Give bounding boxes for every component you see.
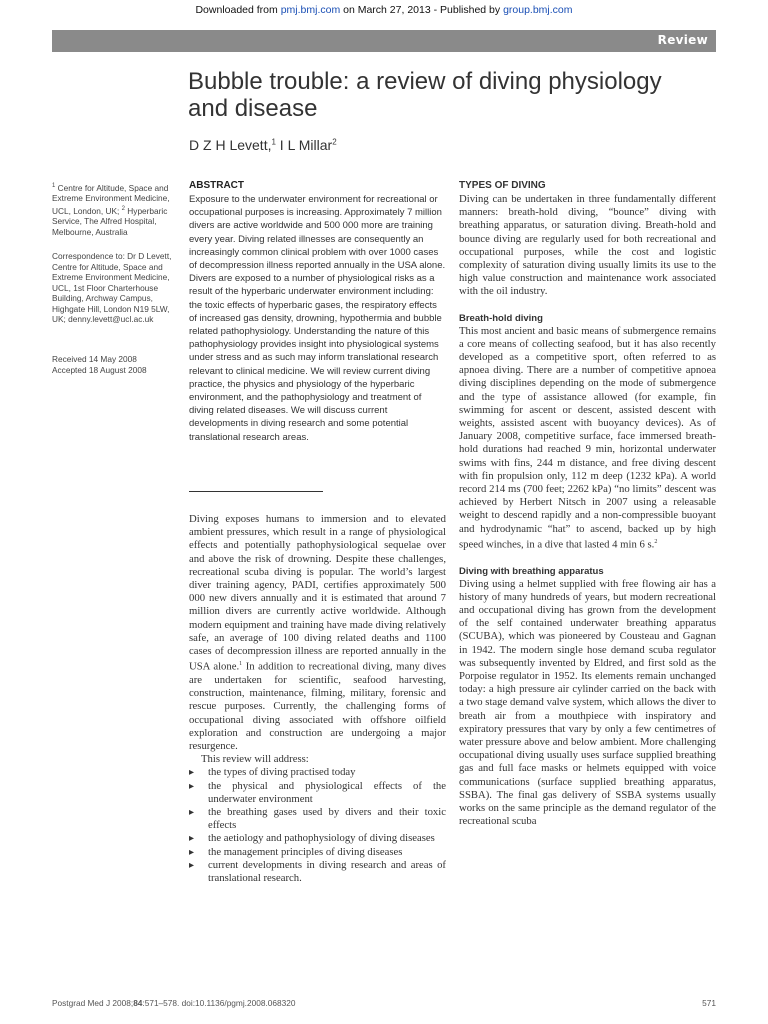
intro-paragraph-1	[189, 513, 446, 753]
received-date: Received 14 May 2008	[52, 354, 137, 364]
affiliations	[52, 181, 178, 237]
intro-p1-b: In addition to recreational diving, many dives are undertaken for scientific, seafood harvesting, construction, maintenance, filming, military, forensic and rescue purposes. Currently, the challenging forms of occupational diving associated with offshore oilfield exploration and construction are undergoing a major resurgence.	[189, 660, 447, 753]
intro-section	[189, 513, 446, 885]
topic-list	[189, 766, 446, 885]
list-item: ▸ the aetiology and pathophysiology of diving diseases	[189, 832, 446, 845]
types-paragraph: Diving can be undertaken in three fundamentally different manners: breath-hold diving, “bounce” diving with breathing apparatus, or saturation diving. Breath-hold and bounce diving are regularly used for both recreational and occupational purposes, while the cost and logistic complexity of saturation diving usually limits its use to the high value construction and maintenance work associated with the oil industry.	[459, 193, 716, 298]
download-notice	[0, 4, 768, 16]
correspondence: Correspondence to: Dr D Levett, Centre for Altitude, Space and Extreme Environment Medicine, UCL, 1st Floor Charterhouse Building, Archway Campus, Highgate Hill, London N19 5LW, UK; denny.levett@ucl.ac.uk	[52, 251, 172, 324]
affil-sup-1: 1	[52, 183, 56, 189]
author-1: D Z H Levett,	[189, 137, 272, 153]
breath-hold-text: This most ancient and basic means of submergence remains a core means of collecting seafood, but it has also recently developed as a competitive sport, often referred to as apnoea diving. There are a number of competitive apnoea diving disciplines depending on the mode of submergence and the type of assistance allowed (for example, fin swimming for ascent or descent, assisted descent with weights, assisted ascent with buoyancy devices). As of January 2008, competitive surface, face immersed breath-hold durations had reached 9 min, horizontal underwater swims with fins, 244 m distance, and free diving descent with fin propulsion only, 112 m deep (1232 kPa). A world record 214 ms (700 feet; 2262 kPa) “no limits” descent was achieved by Herbert Nitsch in 2007 using a releasable weight to descend rapidly and a non-compressible buoyant and hydrodynamic “hat” to ascend, backed up by high speed winches, in a dive that lasted 4 min 6 s.	[459, 324, 716, 551]
article-title: Bubble trouble: a review of diving physiology and disease	[188, 68, 662, 122]
intro-p1-a: Diving exposes humans to immersion and to elevated ambient pressures, which result in a range of physiological effects and potentially pathophysiological sequelae over and above the risk of drowning. Despite these challenges, recreational scuba diving is popular. The world’s largest diver training agency, PADI, certifies approximately 500 000 new divers annually and it is estimated that around 7 million divers are currently active worldwide. Although modern equipment and training have made diving relatively safe, an average of 100 diving related deaths and 1100 cases of decompression illness are reported annually in the USA alone.	[189, 513, 446, 673]
page-number: 571	[702, 998, 716, 1008]
abstract-text: Exposure to the underwater environment for recreational or occupational purposes is increasing. Approximately 7 million divers are active worldwide and 500 000 more are training every year. Diving related illnesses are consequently an increasingly common clinical problem with over 1000 cases of decompression illness reported annually in the USA alone. Divers are exposed to a number of physiological risks as a result of the hyperbaric underwater environment including: the toxic effects of hyperbaric gases, the respiratory effects of increased gas density, drowning, hypothermia and bubble related pathophysiology. Understanding the nature of this pathophysiology provides insight into physiological systems under stress and as such may inform translational research relevant to clinical medicine. We will review current diving practice, the physics and physiology of the hyperbaric environment, and the pathophysiology and treatment of diving related diseases. We will discuss current developments in diving research and some potential translational research areas.	[189, 194, 446, 443]
author-line	[189, 137, 337, 153]
author-2-affil: 2	[332, 137, 337, 147]
apparatus-paragraph: Diving using a helmet supplied with free flowing air has a history of many hundreds of years, but modern recreational and occupational diving has grown from the development of the self contained underwater breathing apparatus (SCUBA), which was pioneered by Cousteau and Gagnan in 1942. The modern single hose demand scuba regulator was subsequently invented by Eldred, and first sold as the Porpoise regulator in 1952. Its elements remain unchanged today: a high pressure air cylinder carried on the back with a two stage demand valve system, which allows the diver to breath air from a mouthpiece with inspiratory and expiratory pressures that vary by only a few centimetres of water pressure above and below ambient. More challenging occupational diving usually uses surface supplied breathing gas and full face masks or helmets equipped with voice communications (surface supplied breathing apparatus, SSBA). The final gas delivery of SSBA systems usually works on the same principle as the demand regulator of the recreational scuba	[459, 577, 716, 828]
intro-paragraph-2: This review will address:	[201, 753, 309, 766]
affiliation-2: Hyperbaric Service, The Alfred Hospital, Melbourne, Australia	[52, 205, 168, 237]
group-link[interactable]: group.bmj.com	[503, 4, 573, 16]
right-column	[459, 180, 716, 829]
list-item: ▸ the types of diving practised today	[189, 766, 446, 779]
list-item: ▸ the breathing gases used by divers and their toxic effects	[189, 806, 446, 832]
breath-hold-paragraph	[459, 325, 716, 552]
download-prefix: Downloaded from	[195, 4, 281, 16]
section-banner	[52, 30, 716, 52]
citation-volume: 84	[133, 998, 143, 1008]
breath-hold-heading: Breath-hold diving	[459, 312, 543, 324]
author-1-affil: 1	[271, 137, 276, 147]
list-item: ▸ the management principles of diving diseases	[189, 846, 446, 859]
download-middle: on March 27, 2013 - Published by	[340, 4, 504, 16]
affiliation-1: Centre for Altitude, Space and Extreme Environment Medicine, UCL, London, UK;	[52, 182, 170, 216]
article-dates	[52, 354, 178, 375]
author-2: I L Millar	[275, 137, 333, 153]
accepted-date: Accepted 18 August 2008	[52, 364, 147, 375]
citation-pages: :571–578. doi:10.1136/pgmj.2008.068320	[142, 998, 296, 1008]
list-item: ▸ current developments in diving research and areas of translational research.	[189, 859, 446, 885]
citation	[52, 998, 295, 1008]
abstract-divider	[189, 491, 323, 492]
ref-1: 1	[239, 661, 243, 668]
types-heading: TYPES OF DIVING	[459, 180, 546, 191]
citation-journal: Postgrad Med J 2008;	[52, 998, 134, 1008]
list-item: ▸ the physical and physiological effects of the underwater environment	[189, 780, 446, 806]
abstract-heading: ABSTRACT	[189, 180, 244, 191]
affil-sup-2: 2	[121, 205, 125, 212]
section-tag: Review	[657, 33, 708, 47]
pmj-link[interactable]: pmj.bmj.com	[280, 4, 341, 16]
ref-2: 2	[654, 538, 658, 545]
apparatus-heading: Diving with breathing apparatus	[459, 565, 604, 577]
